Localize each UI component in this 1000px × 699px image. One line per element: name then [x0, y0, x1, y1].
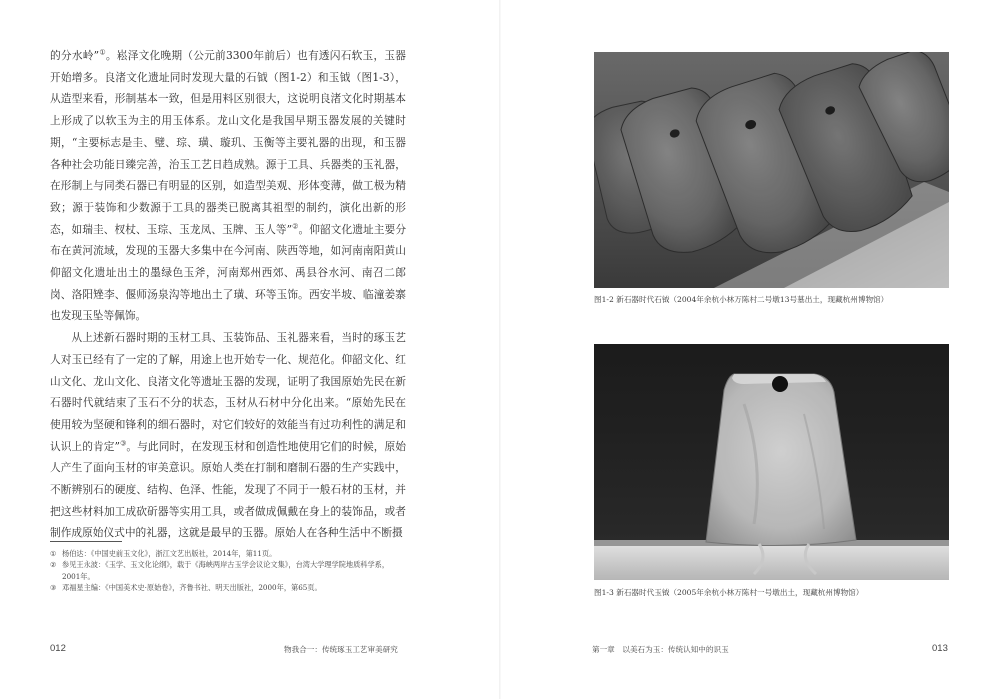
footnotes: [50, 548, 406, 594]
paragraph-text: 从上述新石器时期的玉材工具、玉装饰品、玉礼器来看，当时的琢玉艺人对玉已经有了一定的了解，用途上也开始专一化、规范化。仰韶文化、红山文化、龙山文化、良渚文化等遗址玉器的发现，证明了我国原始先民在新石器时代就结束了玉石不分的状态，玉材从石材中分化出来。“原始先民在使用较为坚硬和锋利的细石器时，对它们较好的效能当有过功利性的满足和认识上的肯定”: [50, 331, 406, 453]
running-head-left: 物我合一：传统琢玉工艺审美研究: [284, 645, 398, 654]
footnote-text: 杨伯达：《中国史前玉文化》，浙江文艺出版社，2014年，第11页。: [62, 549, 277, 558]
footnote: [50, 559, 406, 582]
footnote-number: ②: [50, 560, 57, 570]
figure-1-3-caption: 图1-3 新石器时代玉钺（2005年余杭小林万陈村一号墩出土，现藏杭州博物馆）: [594, 588, 864, 597]
page-number-left: 012: [50, 643, 66, 654]
footnote-marker[interactable]: ①: [99, 48, 106, 57]
page-number-right: 013: [932, 643, 948, 654]
body-text: [50, 45, 406, 544]
paragraph-text: 。与此同时，在发现玉材和创造性地使用它们的时候，原始人产生了面向玉材的审美意识。原始人类在打制和磨制石器的生产实践中，不断辨别石的硬度、结构、色泽、性能，发现了不同于一般石材的玉材，并把这些材料加工成砍斫器等实用工具，或者做成佩戴在身上的装饰品，或者制作成原始仪式中的礼器，这就是最早的玉器。原始人在各种生活中不断摄: [50, 439, 406, 540]
body-paragraph: [50, 327, 406, 544]
footnote-marker[interactable]: ②: [292, 222, 299, 231]
right-page: [500, 0, 1000, 699]
paragraph-text: 。仰韶文化遗址主要分布在黄河流域，发现的玉器大多集中在今河南、陕西等地，如河南南阳黄山仰韶文化遗址出土的墨绿色玉斧，河南郑州西郊、禹县谷水河、南召二郎岗、洛阳矬李、偃师汤泉沟等地出土了璜、环等玉饰。西安半坡、临潼姜寨也发现玉坠等佩饰。: [50, 222, 407, 323]
jade-axe-illustration: [594, 344, 949, 580]
footnote-number: ③: [50, 583, 57, 593]
footnote-text: 邓福星主编：《中国美术史·原始卷》，齐鲁书社、明天出版社，2000年，第65页。: [62, 583, 322, 593]
body-paragraph: [50, 45, 406, 327]
running-head-right: 第一章 以美石为玉：传统认知中的识玉: [592, 645, 729, 654]
stone-axes-illustration: [594, 52, 949, 288]
figure-jade-axe-photo: [594, 344, 949, 580]
figure-1-2-caption: 图1-2 新石器时代石钺（2004年余杭小林万陈村二号墩13号墓出土，现藏杭州博物馆）: [594, 295, 889, 304]
footnote-divider: [50, 541, 122, 542]
figure-stone-axes-photo: [594, 52, 949, 288]
footnote-number: ①: [50, 549, 57, 558]
paragraph-text: 的分水岭”: [50, 49, 100, 62]
paragraph-text: 。崧泽文化晚期（公元前3300年前后）也有透闪石软玉，玉器开始增多。良渚文化遗址同时发现大量的石钺（图1-2）和玉钺（图1-3），从造型来看，形制基本一致，但是用料区别很大，这说明良渚文化时期基本上形成了以软玉为主的用玉体系。龙山文化是我国早期玉器发展的关键时期，“主要标志是圭、璧、琮、璜、璇玑、玉衡等主要礼器的出现，和玉器各种社会功能日臻完善，治玉工艺日趋成熟。源于工具、兵器类的玉礼器，在形制上与同类石器已有明显的区别，如造型美观、形体变薄，做工极为精致；源于装饰和少数源于工具的器类已脱离其祖型的制约，演化出新的形态，如瑞圭、杈杖、玉琮、玉龙凤、玉牌、玉人等”: [50, 49, 406, 236]
footnote: [50, 548, 406, 559]
footnote-text: 参见王永波：《玉学、玉文化论纲》，载于《海峡两岸古玉学会议论文集》，台湾大学理学院地质科学系，2001年。: [62, 560, 390, 581]
footnote-marker[interactable]: ③: [120, 439, 127, 448]
footnote: [50, 582, 406, 593]
